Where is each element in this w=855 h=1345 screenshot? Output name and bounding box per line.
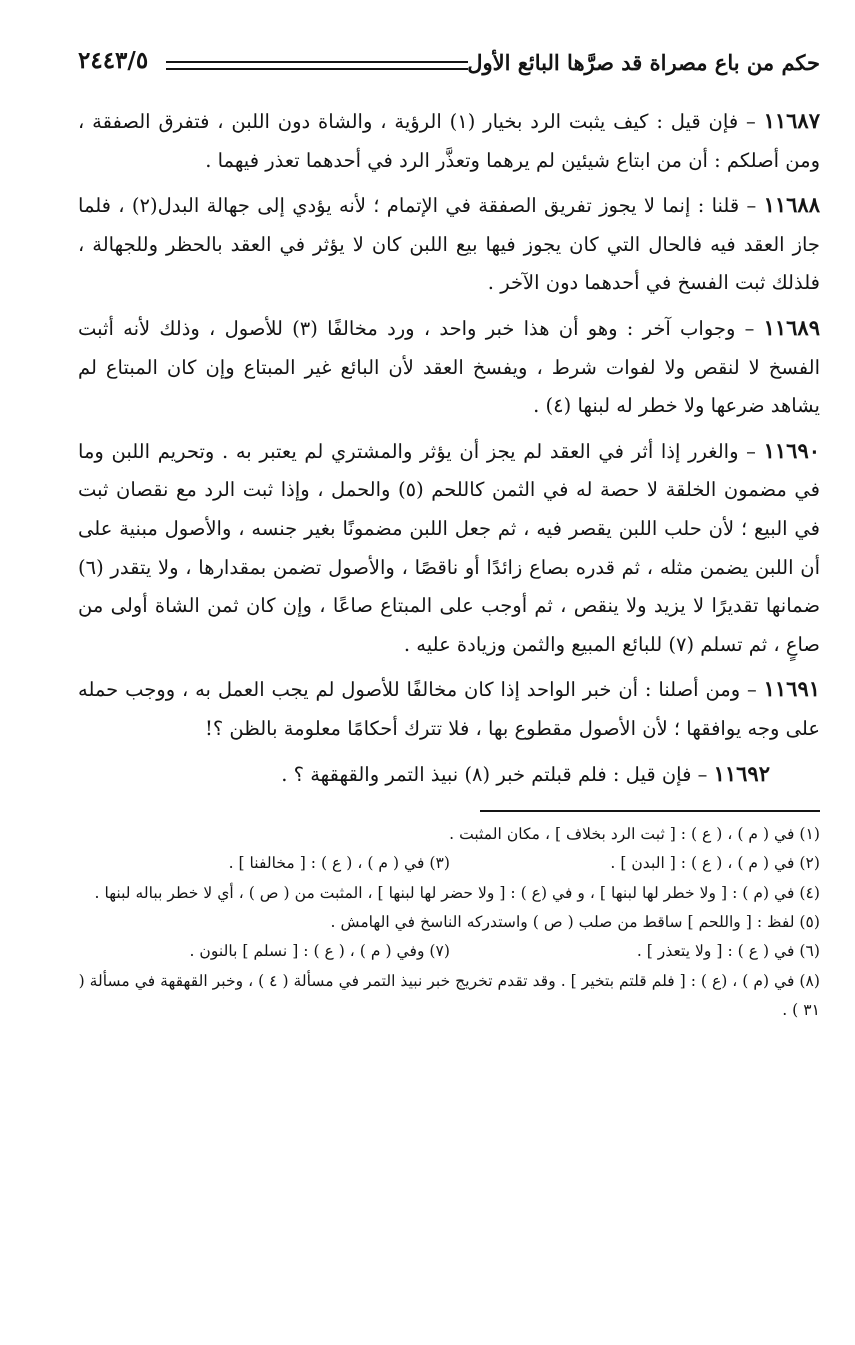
page-number: ٢٤٤٣/٥	[78, 47, 149, 74]
paragraph-number: ١١٦٩٢	[713, 760, 770, 786]
footnote-6: (٦) في ( ع ) : [ ولا يتعذر ] .	[636, 942, 820, 961]
paragraph-text: – فإن قيل : فلم قبلتم خبر (٨) نبيذ التمر والقهقهة ؟ .	[281, 762, 708, 786]
paragraph-11687	[78, 102, 820, 180]
paragraph-text: – والغرر إذا أثر في العقد لم يجز أن يؤثر والمشتري لم يعتبر به . وتحريم اللبن وما في مضمون الخلقة لا حصة له في الثمن كاللحم (٥) والحمل ، وإذا ثبت الرد مع نقصان ثبت في البيع ؛ لأن حلب اللبن يقصر فيه ، ثم جعل اللبن مضمونًا بغير جنسه ، والأصول مبنية على أن اللبن يضمن مثله ، ثم قدره بصاع زائدًا أو ناقصًا ، والأصول تضمن بمقدارها ، ولا يتقدر (٦) ضمانها تقديرًا لا يزيد ولا ينقص ، ثم أوجب على المبتاع صاعًا ، وإن كان ثمن الشاة أولى من صاعٍ ، ثم تسلم (٧) للبائع المبيع والثمن وزيادة عليه .	[78, 439, 820, 656]
footnote-5: (٥) لفظ : [ واللحم ] ساقط من صلب ( ص ) واستدركه الناسخ في الهامش .	[330, 912, 820, 931]
paragraph-11692	[78, 755, 820, 795]
main-text	[78, 102, 820, 794]
header-double-rule	[166, 61, 468, 70]
footnote-row	[78, 937, 820, 966]
footnote-3: (٣) في ( م ) ، ( ع ) : [ مخالفنا ] .	[228, 854, 450, 873]
paragraph-number: ١١٦٩١	[763, 676, 821, 702]
paragraph-11691	[78, 670, 820, 748]
paragraph-number: ١١٦٨٨	[763, 192, 820, 218]
paragraph-11689	[78, 309, 820, 426]
paragraph-11690	[78, 432, 820, 665]
paragraph-11688	[78, 186, 820, 303]
footnote-separator	[480, 810, 820, 812]
paragraph-text: – فإن قيل : كيف يثبت الرد بخيار (١) الرؤية ، والشاة دون اللبن ، فتفرق الصفقة ، ومن أصلكم : أن من ابتاع شيئين لم يرهما وتعذَّر الرد في أحدهما تعذر فيهما .	[78, 110, 820, 172]
paragraph-text: – قلنا : إنما لا يجوز تفريق الصفقة في الإتمام ؛ لأنه يؤدي إلى جهالة البدل(٢) ، فلما جاز العقد فيه فالحال التي كان يجوز فيها بيع اللبن كان لا يؤثر في العقد بالحظر وللجهالة ، فلذلك ثبت الفسخ في أحدهما دون الآخر .	[78, 194, 820, 295]
footnote-8: (٨) في (م ) ، (ع ) : [ فلم قلتم بتخير ] . وقد تقدم تخريج خبر نبيذ التمر في مسألة ( ٤ ) ، وخبر القهقهة في مسألة ( ٣١ ) .	[78, 971, 820, 1019]
book-page	[78, 44, 820, 1025]
paragraph-text: – وجواب آخر : وهو أن هذا خبر واحد ، ورد مخالفًا (٣) للأصول ، وذلك لأنه أثبت الفسخ لا لنقص ولا لفوات شرط ، ويفسخ العقد لأن البائع غير المبتاع وإن كان المبتاع لم يشاهد ضرعها ولا خطر له لبنها (٤) .	[78, 316, 820, 418]
paragraph-number: ١١٦٩٠	[763, 437, 821, 463]
footnote-1: (١) في ( م ) ، ( ع ) : [ ثبت الرد بخلاف ] ، مكان المثبت .	[449, 825, 820, 844]
footnotes	[78, 820, 820, 1025]
paragraph-text: – ومن أصلنا : أن خبر الواحد إذا كان مخالفًا للأصول لم يجب العمل به ، ووجب حمله على وجه يوافقها ؛ لأن الأصول مقطوع بها ، فلا تترك أحكامًا معلومة بالظن ؟!	[78, 678, 820, 740]
running-title: حكم من باع مصراة قد صرَّها البائع الأول	[467, 50, 820, 75]
footnote-7: (٧) وفي ( م ) ، ( ع ) : [ نسلم ] بالنون .	[189, 942, 450, 961]
page-header	[78, 44, 820, 84]
paragraph-number: ١١٦٨٩	[763, 314, 820, 340]
footnote-2: (٢) في ( م ) ، ( ع ) : [ البدن ] .	[610, 854, 820, 873]
paragraph-number: ١١٦٨٧	[763, 108, 820, 133]
footnote-row	[78, 849, 820, 878]
footnote-4: (٤) في (م ) : [ ولا خطر لها لبنها ] ، و في (ع ) : [ ولا حضر لها لبنها ] ، المثبت من ( ص ) ، أي لا خطر بباله لبنها .	[94, 883, 820, 902]
